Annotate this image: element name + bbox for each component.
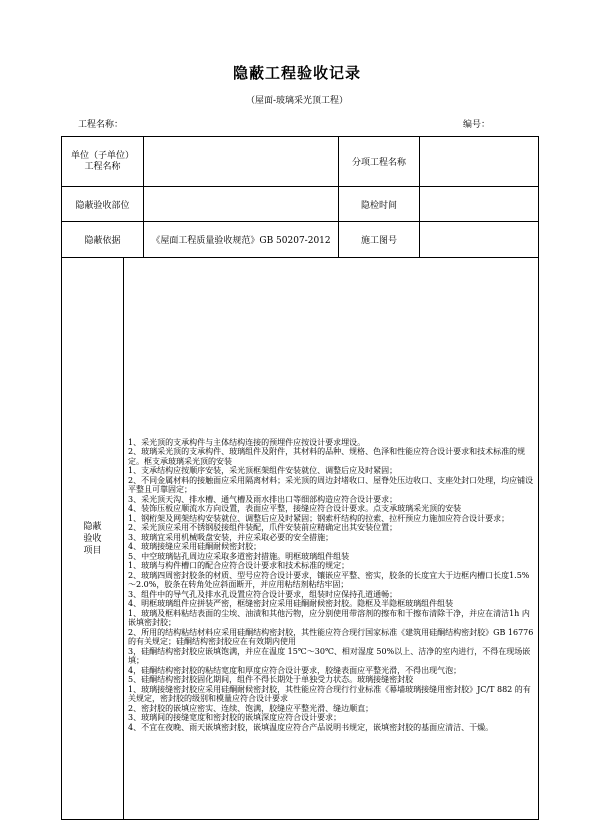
sub-project-name-label: 分项工程名称 <box>339 137 420 187</box>
requirement-item: 4、玻璃接缝应采用硅酮耐候密封胶； <box>128 542 262 552</box>
requirement-item: 2、所用的结构粘结材料应采用硅酮结构密封胶，其性能应符合现行国家标准《建筑用硅酮结构密封胶》GB 16776 的有关规定；硅酮结构密封胶应在有效期内使用 <box>128 627 534 647</box>
requirement-item: 3、组件中的导气孔及排水孔设置应符合设计要求，组装时应保持孔道通畅； <box>128 589 398 599</box>
requirement-item: 4、装饰压板应顺流水方向设置，表面应平整，接缝应符合设计要求。点支承玻璃采光顶的安装 <box>128 504 462 514</box>
requirement-item: 2、玻璃四周密封胶条的材质、型号应符合设计要求，镶嵌应平整、密实，胶条的长度宜大于边框内槽口长度1.5%～2.0%，胶条在转角处应斜面断开，并应用粘结剂粘结牢固； <box>128 570 530 590</box>
unit-row <box>62 137 539 187</box>
requirement-item: 3、玻璃间的接缝宽度和密封胶的嵌填深度应符合设计要求； <box>128 713 342 723</box>
page-subtitle: （屋面-玻璃采光顶工程） <box>245 96 349 106</box>
requirement-item: 4、不宜在夜晚、雨天嵌填密封胶，嵌填温度应符合产品说明书规定，嵌填密封胶的基面应清洁、干燥。 <box>128 722 494 732</box>
basis-value: 《屋面工程质量验收规范》GB 50207-2012 <box>144 222 339 258</box>
inspection-time-label: 隐检时间 <box>339 187 420 222</box>
concealed-part-label: 隐蔽验收部位 <box>62 187 144 222</box>
requirement-item: 3、采光顶天沟、排水槽、通气槽及雨水排出口等细部构造应符合设计要求； <box>128 494 398 504</box>
requirement-item: 5、中空玻璃钻孔周边应采取多道密封措施。明框玻璃组件组装 <box>128 551 350 561</box>
drawing-number-field[interactable] <box>420 222 539 258</box>
requirement-item: 2、不同金属材料的接触面应采用隔离材料；采光顶的周边封堵收口、屋脊处压边收口、支座处封口处理，均应铺设平整且可靠固定； <box>128 475 534 495</box>
basis-label: 隐蔽依据 <box>62 222 144 258</box>
requirement-item: 1、钢桁架及网架结构安装就位、调整后应及时紧固；钢索杆结构的拉索、拉杆预应力施加应符合设计要求； <box>128 513 510 523</box>
requirement-item: 2、密封胶的嵌填应密实、连续、饱满，胶缝应平整光滑、缝边顺直； <box>128 703 374 713</box>
basis-row <box>62 222 539 258</box>
requirements-list <box>124 345 538 733</box>
drawing-number-label: 施工图号 <box>339 222 420 258</box>
acceptance-form-table <box>61 136 539 820</box>
inspection-time-field[interactable] <box>420 187 539 222</box>
project-name-label: 工程名称： <box>78 120 124 130</box>
concealed-part-row <box>62 187 539 222</box>
concealed-items-label: 隐蔽 验收 项目 <box>62 258 124 820</box>
requirement-item: 3、玻璃宜采用机械吸盘安装，并应采取必要的安全措施； <box>128 532 334 542</box>
requirement-item: 1、支承结构应按顺序安装，采光顶框架组件安装就位、调整后应及时紧固； <box>128 466 398 476</box>
requirement-item: 4、明框玻璃组件应拼装严密，框缝密封应采用硅酮耐候密封胶。隐框及半隐框玻璃组件组装 <box>128 599 454 609</box>
requirement-item: 1、玻璃与构件槽口的配合应符合设计要求和技术标准的规定； <box>128 561 350 571</box>
concealed-part-field[interactable] <box>144 187 339 222</box>
unit-project-name-field[interactable] <box>144 137 339 187</box>
requirement-item: 4，硅酮结构密封胶的粘结宽度和厚度应符合设计要求，胶缝表面应平整光滑，不得出现气泡； <box>128 665 462 675</box>
requirement-item: 5、硅酮结构密封胶固化期间，组件不得长期处于单独受力状态。玻璃接缝密封胶 <box>128 675 414 685</box>
page-title: 隐蔽工程验收记录 <box>232 64 361 82</box>
requirement-item: 1、采光顶的支承构件与主体结构连接的预埋件应按设计要求埋设。 <box>128 437 366 447</box>
sub-project-name-field[interactable] <box>420 137 539 187</box>
requirements-cell <box>124 258 539 820</box>
requirement-item: 2、玻璃采光顶的支承构件、玻璃组件及附件，其材料的品种、规格、色泽和性能应符合设计要求和技术标准的规定。框支承玻璃采光顶的安装 <box>128 447 526 466</box>
requirement-item: 3，硅酮结构密封胶应嵌填饱满，并应在温度 15℃～30℃、相对湿度 50%以上、洁净的室内进行，不得在现场嵌填； <box>128 646 531 666</box>
items-row <box>62 258 539 820</box>
requirement-item: 2、采光顶应采用不锈钢驳接组件装配，爪件安装前应精确定出其安装位置； <box>128 523 398 533</box>
unit-project-name-label: 单位（子单位） 工程名称 <box>62 137 144 187</box>
record-number-label: 编号： <box>463 120 491 130</box>
requirement-item: 1、玻璃及框料粘结表面的尘埃、油渍和其他污物，应分别使用带溶剂的擦布和干擦布清除干净，并应在清洁1h 内嵌填密封胶； <box>128 608 530 628</box>
requirement-item: 1、玻璃接缝密封胶应采用硅酮耐候密封胶，其性能应符合现行行业标准《幕墙玻璃接缝用密封胶》JC/T 882 的有关规定，密封胶的级别和模量应符合设计要求 <box>128 684 531 704</box>
